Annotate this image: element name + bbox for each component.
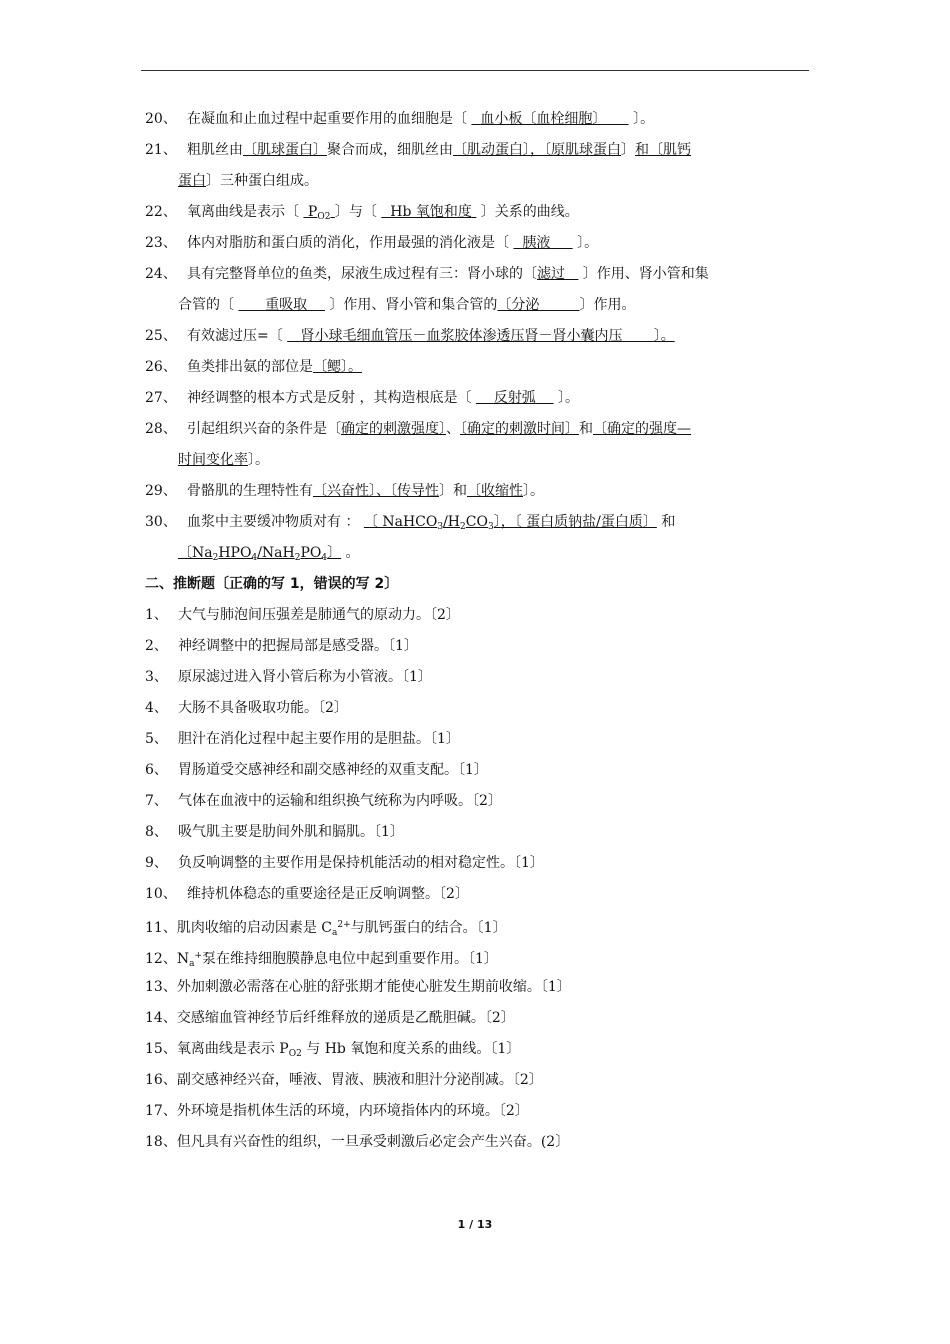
item-text: 引起组织兴奋的条件是〔 xyxy=(187,421,341,437)
answer: 〔肌球蛋白〕 xyxy=(243,142,327,158)
judge-item: 6、 胃肠道受交感神经和副交感神经的双重支配。〔1〕 xyxy=(145,762,488,778)
judge-item-14: 14、交感缩血管神经节后纤维释放的递质是乙酰胆碱。〔2〕 xyxy=(145,1010,515,1026)
judge-item-18: 18、但凡具有兴奋性的组织，一旦承受刺激后必定会产生兴奋。(2〕 xyxy=(145,1134,570,1150)
fill-item-30 xyxy=(145,507,813,538)
item-number: 25、 xyxy=(145,328,177,344)
item-text: 血浆中主要缓冲物质对有 ： xyxy=(187,514,360,530)
judge-item-16: 16、副交感神经兴奋，唾液、胃液、胰液和胆汁分泌削减。〔2〕 xyxy=(145,1072,543,1088)
answer: 〔肌动蛋白〕，〔原肌球蛋白 xyxy=(453,142,621,158)
item-text: 〕作用。 xyxy=(579,297,636,313)
answer: 〔$Na_2HPO_4/NaH_2PO_4$〕 xyxy=(178,545,342,563)
item-number: 29、 xyxy=(145,483,177,499)
answer: 反射弧 xyxy=(493,390,536,406)
answer: $P_{O2}$ xyxy=(307,204,331,222)
judge-item: 4、 大肠不具备吸取功能。〔2〕 xyxy=(145,700,348,716)
item-text: 和 xyxy=(661,514,676,530)
answer: 血小板〔血栓细胞〕 xyxy=(480,111,607,127)
item-text: 〕关系的曲线。 xyxy=(480,204,579,220)
section-heading: 二、推断题〔正确的写 1，错误的写 2〕 xyxy=(145,576,399,592)
item-text: 〕。 xyxy=(248,452,269,468)
fill-item-25 xyxy=(145,321,813,352)
item-number: 24、 xyxy=(145,266,177,282)
fill-item-22 xyxy=(145,197,813,228)
judge-item: 3、 原尿滤过进入肾小管后称为小管液。〔1〕 xyxy=(145,669,432,685)
item-number: 27、 xyxy=(145,390,177,406)
item-text: 〕。 xyxy=(577,235,599,251)
item-text: 〕。 xyxy=(633,111,655,127)
answer: 确定的刺激强度〕 xyxy=(341,421,446,437)
item-text: 〕。 xyxy=(557,390,579,406)
item-text: 骨骼肌的生理特性有 xyxy=(187,483,313,499)
item-number: 23、 xyxy=(145,235,177,251)
answer: 〔确定的强度— xyxy=(593,421,691,437)
judge-item-15: 15、氧离曲线是表示 $P_{O2}$ 与 Hb 氧饱和度关系的曲线。〔1〕 xyxy=(145,1041,521,1059)
item-text: 〕和 xyxy=(439,483,467,499)
item-text: 〕作用、肾小管和集合管的 xyxy=(329,297,498,313)
fill-item-24-continued xyxy=(145,290,813,321)
item-text: 合管的〔 xyxy=(178,297,234,313)
answer: ，〔 蛋白质钠盐/蛋白质〕 xyxy=(500,514,657,530)
item-text: 氧离曲线是表示〔 xyxy=(187,204,299,220)
item-text: 具有完整肾单位的鱼类，尿液生成过程有三：肾小球的〔 xyxy=(187,266,537,282)
item-number: 26、 xyxy=(145,359,177,375)
answer: 〔兴奋性〕 xyxy=(313,483,376,499)
item-text: 〕三种蛋白组成。 xyxy=(206,173,318,189)
item-number: 20、 xyxy=(145,111,177,127)
fill-item-24 xyxy=(145,259,813,290)
judge-item: 8、 吸气肌主要是肋间外肌和膈肌。〔1〕 xyxy=(145,824,404,840)
judge-item-11: 11、肌肉收缩的启动因素是 $C_a^{2+}$与肌钙蛋白的结合。〔1〕 xyxy=(145,920,507,938)
item-text: 体内对脂肪和蛋白质的消化，作用最强的消化液是〔 xyxy=(187,235,509,251)
answer: 〔鳃〕。 xyxy=(313,359,362,375)
answer: 肾小球毛细血管压－血浆胶体渗透压肾－肾小囊内压 〕。 xyxy=(300,328,675,344)
fill-item-30-continued xyxy=(145,538,813,569)
answer: 时间变化率 xyxy=(178,452,248,468)
answer: 蛋白 xyxy=(178,173,206,189)
judge-item: 9、 负反响调整的主要作用是保持机能活动的相对稳定性。〔1〕 xyxy=(145,855,544,871)
fill-item-21 xyxy=(145,135,813,166)
judge-item-17: 17、外环境是指机体生活的环境，内环境指体内的环境。〔2〕 xyxy=(145,1103,529,1119)
item-text: 鱼类排出氨的部位是 xyxy=(187,359,313,375)
item-text: 神经调整的根本方式是反射 ，其构造根底是〔 xyxy=(187,390,472,406)
judge-item-13: 13、外加刺激必需落在心脏的舒张期才能使心脏发生期前收缩。〔1〕 xyxy=(145,979,571,995)
judge-item-12: 12、$N_a^+$泵在维持细胞膜静息电位中起到重要作用。〔1〕 xyxy=(145,951,498,969)
answer: 和〔肌钙 xyxy=(635,142,691,158)
answer: 胰液 xyxy=(522,235,551,251)
answer: 〔 $NaHCO_3/H_2CO_3$〕 xyxy=(363,514,501,532)
item-text: 粗肌丝由 xyxy=(187,142,243,158)
item-text: 和 xyxy=(579,421,593,437)
answer: 〔传导性 xyxy=(390,483,439,499)
item-number: 21、 xyxy=(145,142,177,158)
item-text: 有效滤过压=〔 xyxy=(187,328,283,344)
fill-item-26 xyxy=(145,352,813,383)
item-text: 〕 xyxy=(621,142,635,158)
judge-item: 2、 神经调整中的把握局部是感受器。〔1〕 xyxy=(145,638,418,654)
fill-item-20 xyxy=(145,104,813,135)
judge-item: 10、 维持机体稳态的重要途径是正反响调整。〔2〕 xyxy=(145,886,469,902)
fill-item-28-continued xyxy=(145,445,813,476)
item-text: 〕与〔 xyxy=(334,204,377,220)
item-number: 22、 xyxy=(145,204,177,220)
answer: Hb 氧饱和度 xyxy=(390,204,472,220)
item-number: 28、 xyxy=(145,421,177,437)
fill-item-29 xyxy=(145,476,813,507)
item-text: 聚合而成，细肌丝由 xyxy=(327,142,453,158)
fill-item-27 xyxy=(145,383,813,414)
judge-item: 5、 胆汁在消化过程中起主要作用的是胆盐。〔1〕 xyxy=(145,731,460,747)
answer: 、 xyxy=(376,483,390,499)
answer: 〔收缩性 xyxy=(467,483,523,499)
answer: 滤过 xyxy=(537,266,565,282)
item-text: 。 xyxy=(345,545,360,561)
judge-item: 1、 大气与肺泡间压强差是肺通气的原动力。〔2〕 xyxy=(145,607,460,623)
answer: 重吸取 xyxy=(265,297,308,313)
item-text: 〕作用、肾小管和集 xyxy=(582,266,709,282)
fill-item-21-continued xyxy=(145,166,813,197)
header-rule xyxy=(141,70,809,71)
item-text: 〕。 xyxy=(523,483,544,499)
answer: 〔确定的刺激时间〕 xyxy=(460,421,579,437)
item-text: 在凝血和止血过程中起重要作用的血细胞是〔 xyxy=(187,111,467,127)
page-number: 1 / 13 xyxy=(457,1218,493,1231)
fill-item-28 xyxy=(145,414,813,445)
item-text: 、 xyxy=(446,421,460,437)
answer: 〔分泌 xyxy=(497,297,540,313)
judge-item: 7、 气体在血液中的运输和组织换气统称为内呼吸。〔2〕 xyxy=(145,793,502,809)
fill-item-23 xyxy=(145,228,813,259)
document-body xyxy=(145,104,813,1158)
item-number: 30、 xyxy=(145,514,177,530)
